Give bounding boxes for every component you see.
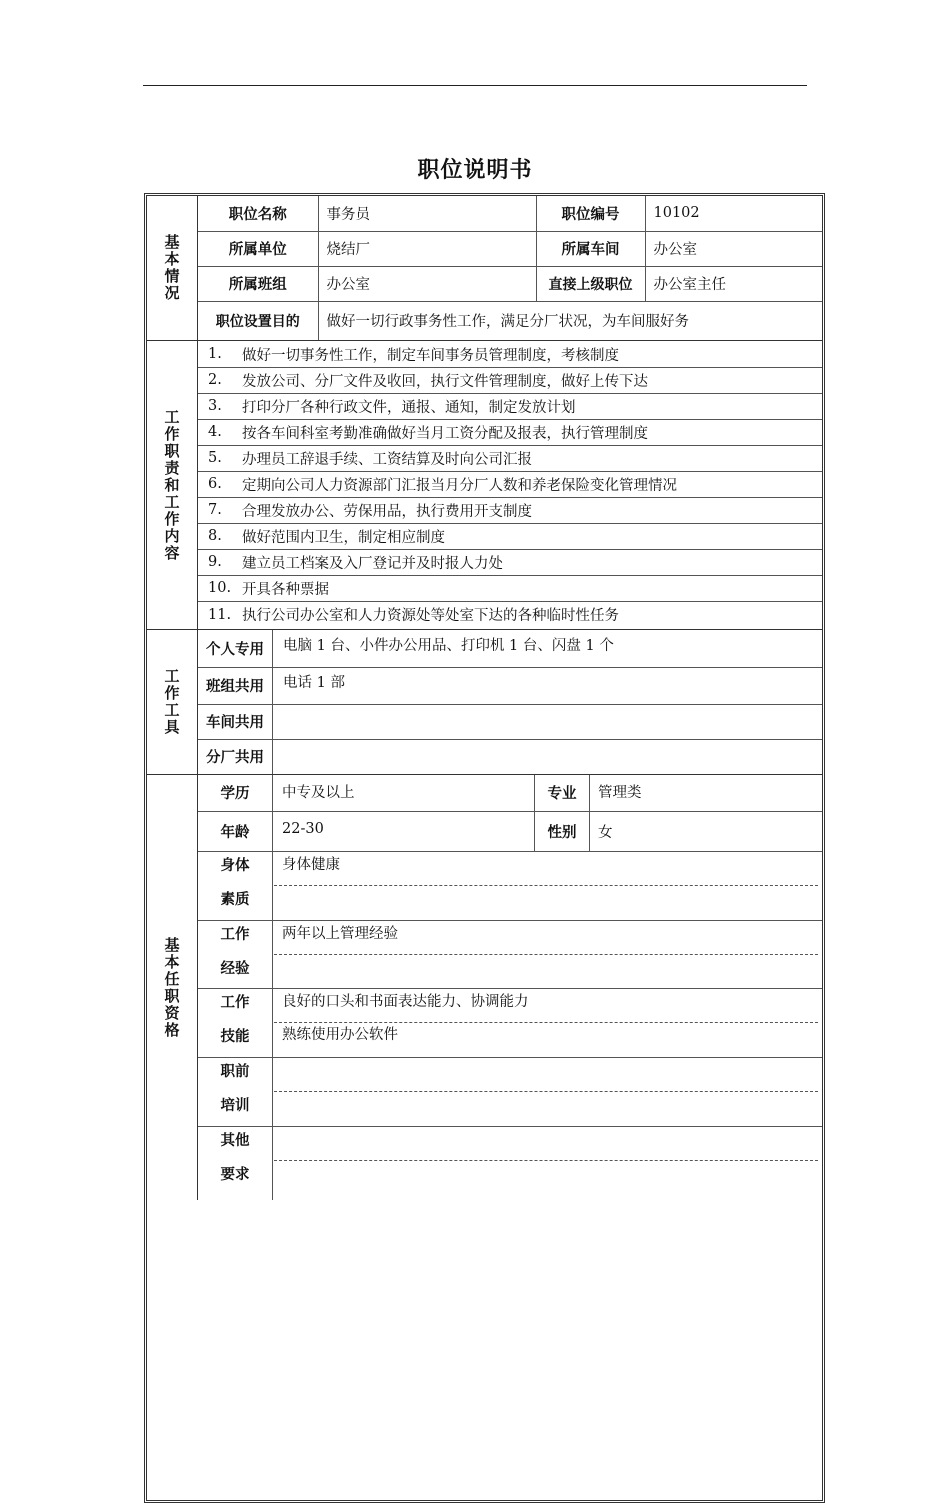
duties-header: 工作职责和工作内容 — [162, 408, 181, 562]
education-row — [198, 775, 822, 812]
position-name-label: 职位名称 — [198, 196, 318, 231]
duty-item: 1. 做好一切事务性工作，制定车间事务员管理制度，考核制度 — [198, 341, 822, 368]
tool-label: 班组共用 — [198, 667, 273, 704]
basic-info-header: 基本情况 — [162, 234, 181, 302]
gender-label: 性别 — [547, 825, 577, 841]
experience-row: 工作 经验 两年以上管理经验 — [198, 920, 822, 989]
age-value: 22-30 — [282, 821, 324, 837]
tool-label: 分厂共用 — [198, 739, 273, 774]
tool-value: 电话 1 部 — [283, 675, 345, 691]
purpose-label: 职位设置目的 — [198, 301, 318, 340]
workshop-label: 所属车间 — [536, 231, 645, 266]
page-title: 职位说明书 — [417, 158, 533, 183]
workshop-value: 办公室 — [645, 231, 822, 266]
dashed-separator — [274, 954, 818, 955]
other-row: 其他 要求 — [198, 1126, 822, 1200]
purpose-value: 做好一切行政事务性工作，满足分厂状况，为车间服好务 — [318, 301, 822, 340]
tool-label: 个人专用 — [198, 630, 273, 667]
qualifications-header: 基本任职资格 — [162, 936, 181, 1039]
other-label: 其他 — [220, 1133, 250, 1149]
training-row: 职前 培训 — [198, 1057, 822, 1127]
position-code-label: 职位编号 — [536, 196, 645, 231]
skills-label: 工作 — [220, 995, 250, 1011]
team-value: 办公室 — [318, 266, 536, 301]
position-name-value: 事务员 — [318, 196, 536, 231]
superior-value: 办公室主任 — [645, 266, 822, 301]
duty-item: 10. 开具各种票据 — [198, 575, 822, 602]
tool-row — [198, 739, 822, 774]
education-label: 学历 — [220, 786, 250, 802]
basic-info-section — [147, 196, 822, 340]
duty-item: 9. 建立员工档案及入厂登记并及时报人力处 — [198, 549, 822, 576]
duty-item: 4. 按各车间科室考勤准确做好当月工资分配及报表，执行管理制度 — [198, 419, 822, 446]
unit-value: 烧结厂 — [318, 231, 536, 266]
tool-row — [198, 704, 822, 740]
tool-label: 车间共用 — [198, 704, 273, 739]
tool-value: 电脑 1 台、小件办公用品、打印机 1 台、闪盘 1 个 — [283, 638, 614, 654]
unit-label: 所属单位 — [198, 231, 318, 266]
dashed-separator — [274, 1160, 818, 1161]
tools-section — [147, 630, 822, 774]
duty-item: 2. 发放公司、分厂文件及收回，执行文件管理制度，做好上传下达 — [198, 367, 822, 394]
tool-row — [198, 630, 822, 668]
duty-item: 8. 做好范围内卫生，制定相应制度 — [198, 523, 822, 550]
education-value: 中专及以上 — [282, 785, 355, 801]
duty-item: 7. 合理发放办公、劳保用品，执行费用开支制度 — [198, 497, 822, 524]
major-label: 专业 — [547, 786, 577, 802]
skills-value-1: 良好的口头和书面表达能力、协调能力 — [282, 994, 529, 1010]
qualifications-section — [147, 775, 822, 1200]
experience-label: 工作 — [220, 927, 250, 943]
tool-row — [198, 667, 822, 705]
skills-row: 工作 技能 良好的口头和书面表达能力、协调能力 熟练使用办公软件 — [198, 988, 822, 1058]
duties-section — [147, 341, 822, 629]
duty-item: 11. 执行公司办公室和人力资源处等处室下达的各种临时性任务 — [208, 606, 619, 624]
health-label: 身体 — [220, 858, 250, 874]
team-label: 所属班组 — [198, 266, 318, 301]
gender-value: 女 — [598, 825, 613, 841]
duty-item: 3. 打印分厂各种行政文件，通报、通知，制定发放计划 — [198, 393, 822, 420]
duty-item: 6. 定期向公司人力资源部门汇报当月分厂人数和养老保险变化管理情况 — [198, 471, 822, 498]
health-value: 身体健康 — [282, 857, 340, 873]
superior-label: 直接上级职位 — [536, 266, 645, 301]
dashed-separator — [274, 1091, 818, 1092]
dashed-separator — [274, 885, 818, 886]
training-label: 职前 — [220, 1064, 250, 1080]
experience-value: 两年以上管理经验 — [282, 926, 398, 942]
age-label: 年龄 — [220, 825, 250, 841]
position-code-value: 10102 — [645, 196, 822, 231]
skills-value-2: 熟练使用办公软件 — [282, 1027, 398, 1043]
basic-info-table — [198, 196, 822, 340]
health-row: 身体 素质 身体健康 — [198, 851, 822, 921]
job-description-form — [144, 193, 825, 1503]
age-row — [198, 811, 822, 852]
tool-value — [273, 704, 822, 739]
header-rule — [143, 85, 807, 86]
major-value: 管理类 — [598, 785, 642, 801]
duty-item: 5. 办理员工辞退手续、工资结算及时向公司汇报 — [198, 445, 822, 472]
tools-header: 工作工具 — [162, 668, 181, 736]
tool-value — [273, 739, 822, 774]
